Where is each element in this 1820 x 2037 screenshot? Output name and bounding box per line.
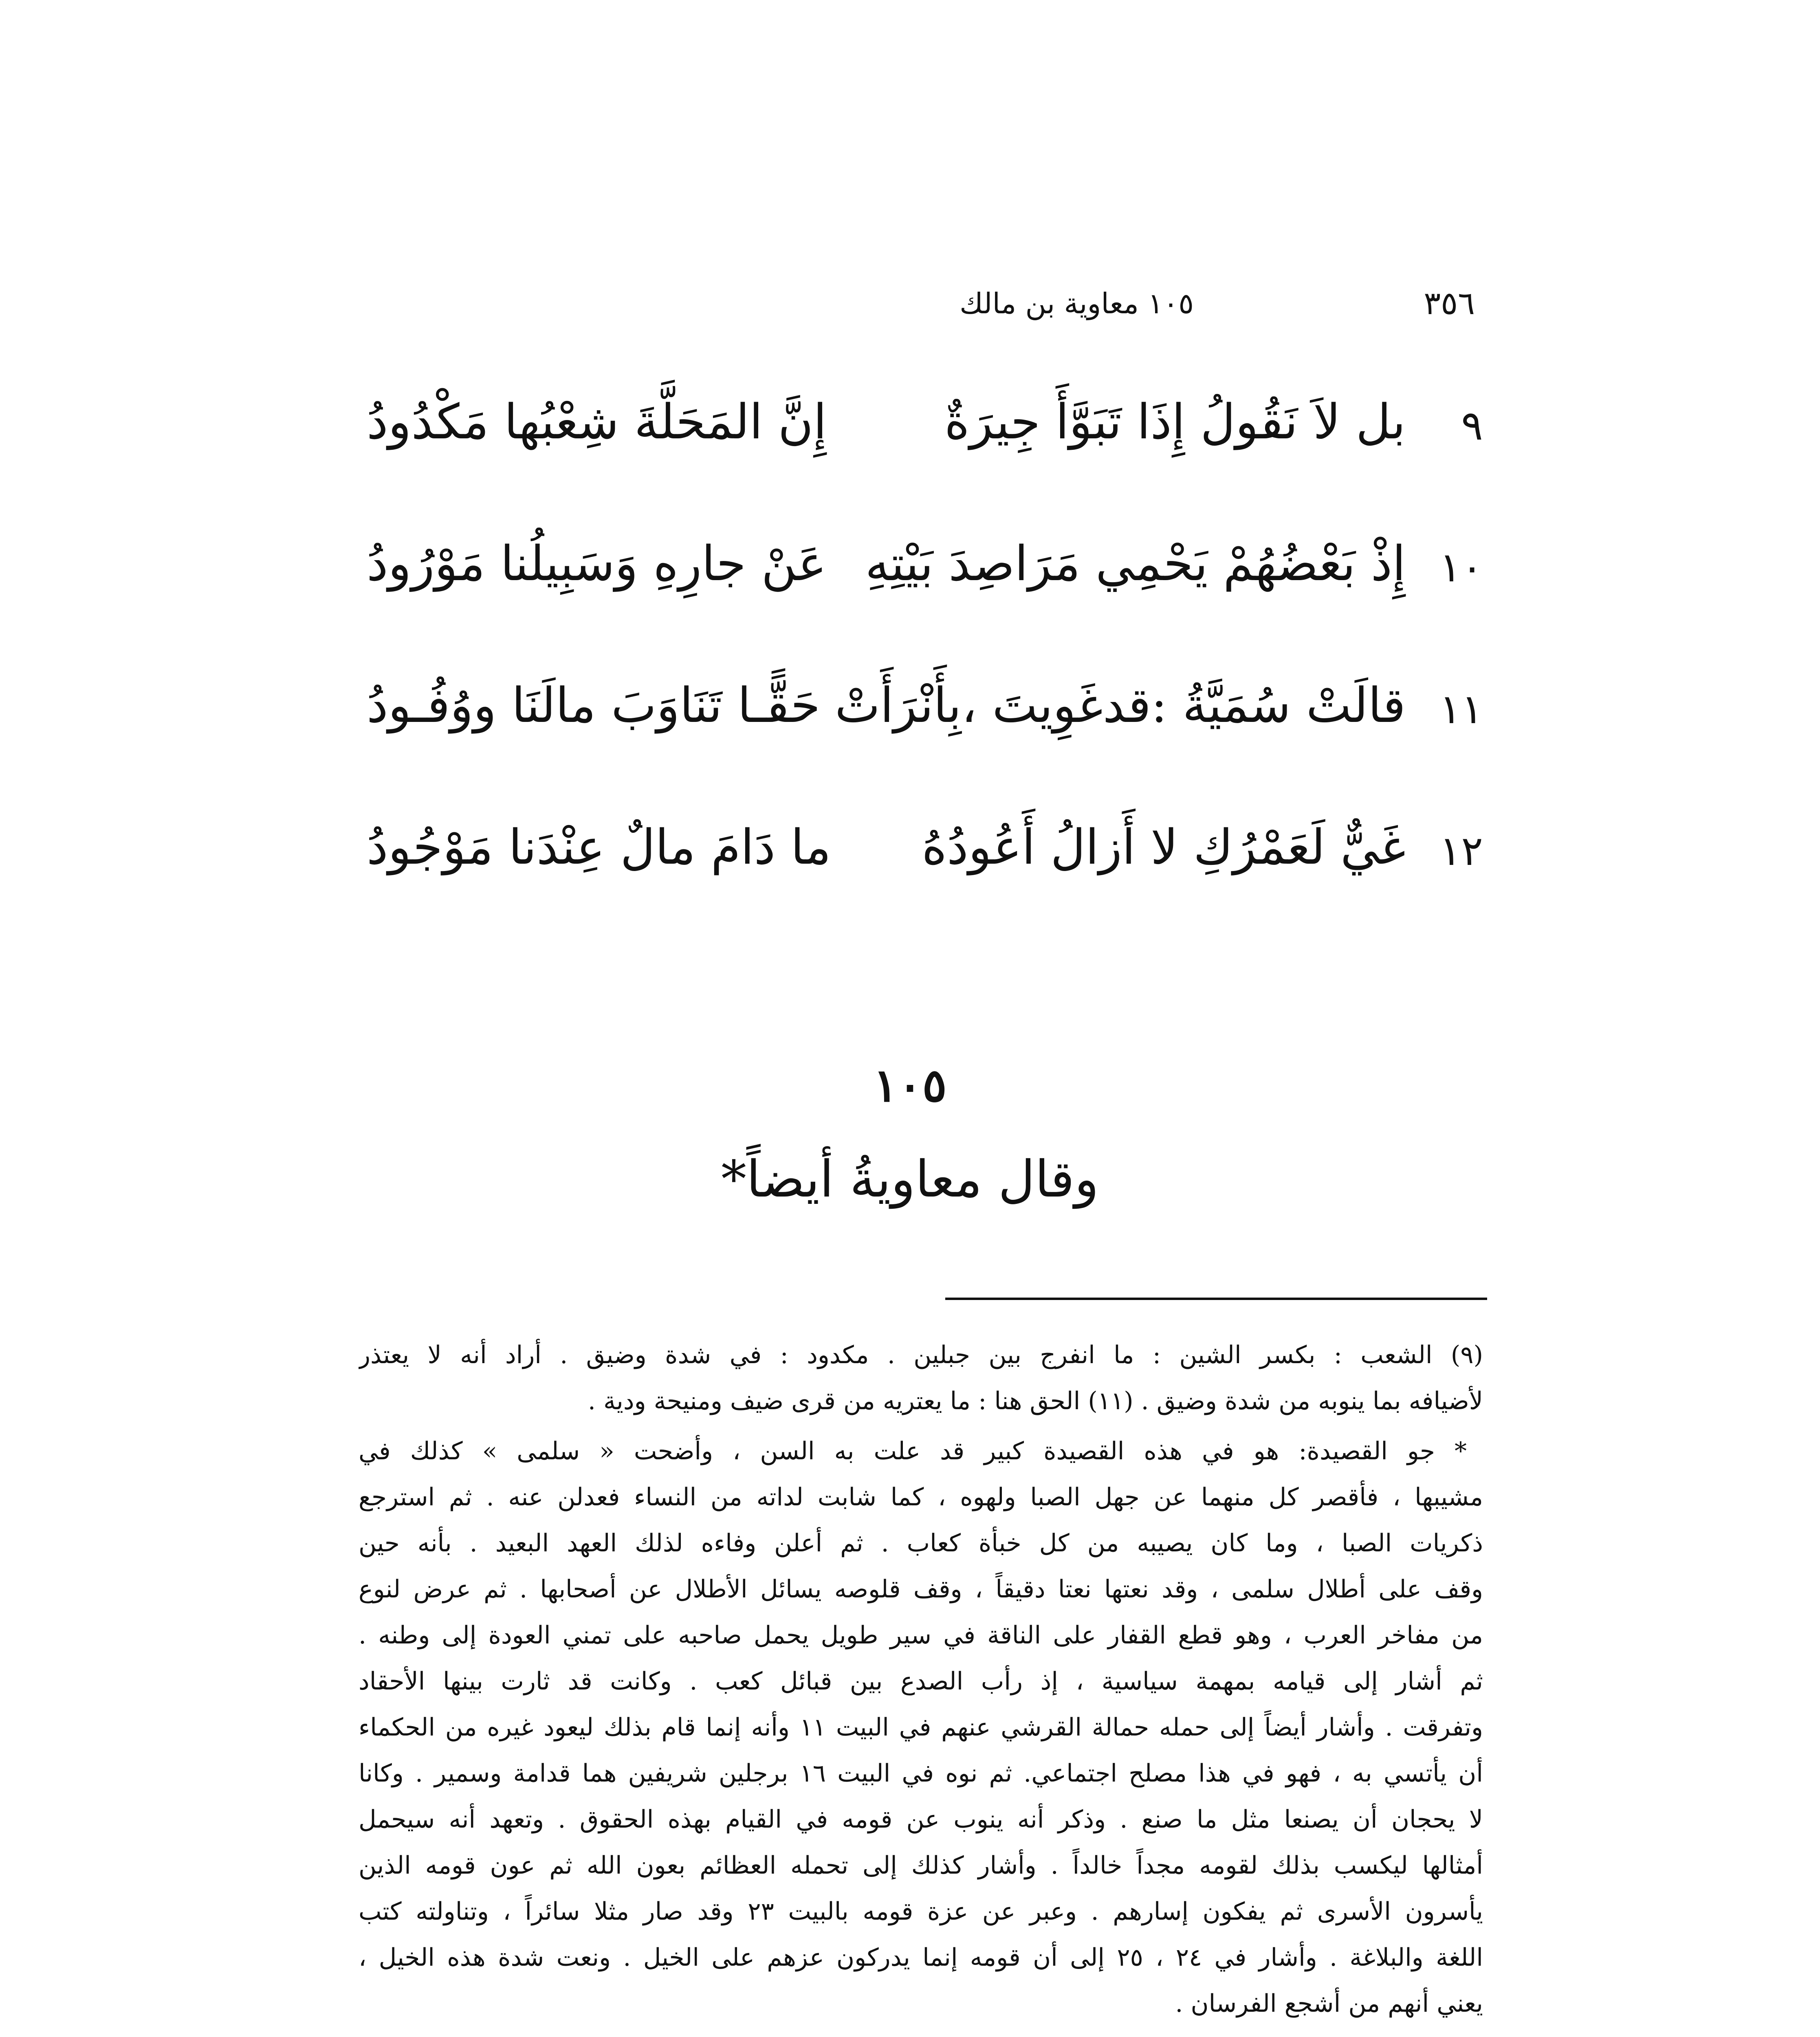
footnote-line: اللغة والبلاغة . وأشار في ٢٤ ، ٢٥ إلى أن قومه إنما يدركون عزهم على الخيل . ونعت شدة هذه الخيل ،: [359, 1943, 1483, 1972]
footnote-line: من مفاخر العرب ، وهو قطع القفار على الناقة في سير طويل يحمل صاحبه على تمني العودة إلى وطنه .: [359, 1621, 1483, 1650]
verse-number: ١٢: [1439, 827, 1483, 875]
footnote-line: يعني أنهم من أشجع الفرسان .: [1175, 1989, 1483, 2018]
footnote-divider: [945, 1298, 1487, 1300]
verse-second-hemistich: إِنَّ المَحَلَّةَ شِعْبُها مَكْدُودُ: [367, 394, 827, 450]
verse-second-hemistich: حَقًّـا تَنَاوَبَ مالَنَا ووُفُـودُ: [367, 677, 821, 733]
footnote-line: لأضيافه بما ينوبه من شدة وضيق . (١١) الحق هنا : ما يعتريه من قرى ضيف ومنيحة ودية .: [588, 1387, 1483, 1415]
poem-title: وقال معاويةُ أيضاً*: [721, 1150, 1099, 1209]
verse-first-hemistich: غَيٌّ لَعَمْرُكِ لا أَزالُ أَعُودُهُ: [922, 819, 1406, 875]
page-header: [367, 281, 1475, 326]
poem-verses: [350, 379, 1483, 946]
verse-number: ١١: [1439, 685, 1483, 733]
verse-first-hemistich: بل لاَ نَقُولُ إِذَا تَبَوَّأَ جِيرَةٌ: [944, 394, 1406, 450]
verse-number: ٩: [1461, 402, 1483, 449]
footnote-line: مشيبها ، فأقصر كل منهما عن جهل الصبا ولهوه ، كما شابت لداته من النساء فعدلن عنه . ثم استرجع: [359, 1483, 1483, 1511]
verse-first-hemistich: إِذْ بَعْضُهُمْ يَحْمِي مَرَاصِدَ بَيْتِهِ: [865, 535, 1406, 592]
footnotes: [359, 1332, 1483, 2027]
footnote-line: لا يحجان أن يصنعا مثل ما صنع . وذكر أنه ينوب عن قومه في القيام بهذه الحقوق . وتعهد أنه سيحمل: [359, 1805, 1483, 1834]
footnote-line: ذكريات الصبا ، وما كان يصيبه من كل خبأة كعاب . ثم أعلن وفاءه لذلك العهد البعيد . بأنه حين: [359, 1529, 1483, 1557]
verse-second-hemistich: عَنْ جارِهِ وَسَبِيلُنا مَوْرُودُ: [367, 535, 827, 592]
verse-11: [350, 662, 1483, 804]
running-head: ١٠٥ معاوية بن مالك: [960, 287, 1194, 320]
footnote-line: أن يأتسي به ، فهو في هذا مصلح اجتماعي. ثم نوه في البيت ١٦ برجلين شريفين هما قدامة وسمير . وكانا: [359, 1759, 1483, 1788]
footnote-line: وقف على أطلال سلمى ، وقد نعتها نعتا دقيقاً ، وقف قلوصه يسائل الأطلال عن أصحابها . ثم عرض لنوع: [359, 1575, 1483, 1604]
page-number: ٣٥٦: [1424, 285, 1475, 322]
verse-10: [350, 521, 1483, 662]
poem-number: ١٠٥: [873, 1059, 947, 1112]
footnote-line: ثم أشار إلى قيامه بمهمة سياسية ، إذ رأب الصدع بين قبائل كعب . وكانت قد ثارت بينها الأحقاد: [359, 1667, 1483, 1696]
verse-12: [350, 804, 1483, 946]
footnote-line: * جو القصيدة: هو في هذه القصيدة كبير قد علت به السن ، وأضحت « سلمى » كذلك في: [359, 1437, 1467, 1465]
footnote-line: يأسرون الأسرى ثم يفكون إسارهم . وعبر عن عزة قومه بالبيت ٢٣ وقد صار مثلا سائراً ، وتناولته كتب: [359, 1897, 1483, 1926]
footnote-line: أمثالها ليكسب بذلك لقومه مجداً خالداً . وأشار كذلك إلى تحمله العظائم بعون الله ثم عون قومه الذين: [359, 1851, 1483, 1880]
footnote-line: وتفرقت . وأشار أيضاً إلى حمله حمالة القرشي عنهم في البيت ١١ وأنه إنما قام بذلك ليعود غيره من الحكماء: [359, 1713, 1483, 1742]
footnote-line: (٩) الشعب : بكسر الشين : ما انفرج بين جبلين . مكدود : في شدة وضيق . أراد أنه لا يعتذر: [359, 1341, 1483, 1369]
verse-number: ١٠: [1439, 543, 1483, 591]
verse-first-hemistich: قالَتْ سُمَيَّةُ :قدغَوِيتَ ،بِأَنْرَأَتْ: [835, 677, 1406, 733]
verse-9: [350, 379, 1483, 521]
verse-second-hemistich: ما دَامَ مالٌ عِنْدَنا مَوْجُودُ: [367, 819, 831, 875]
